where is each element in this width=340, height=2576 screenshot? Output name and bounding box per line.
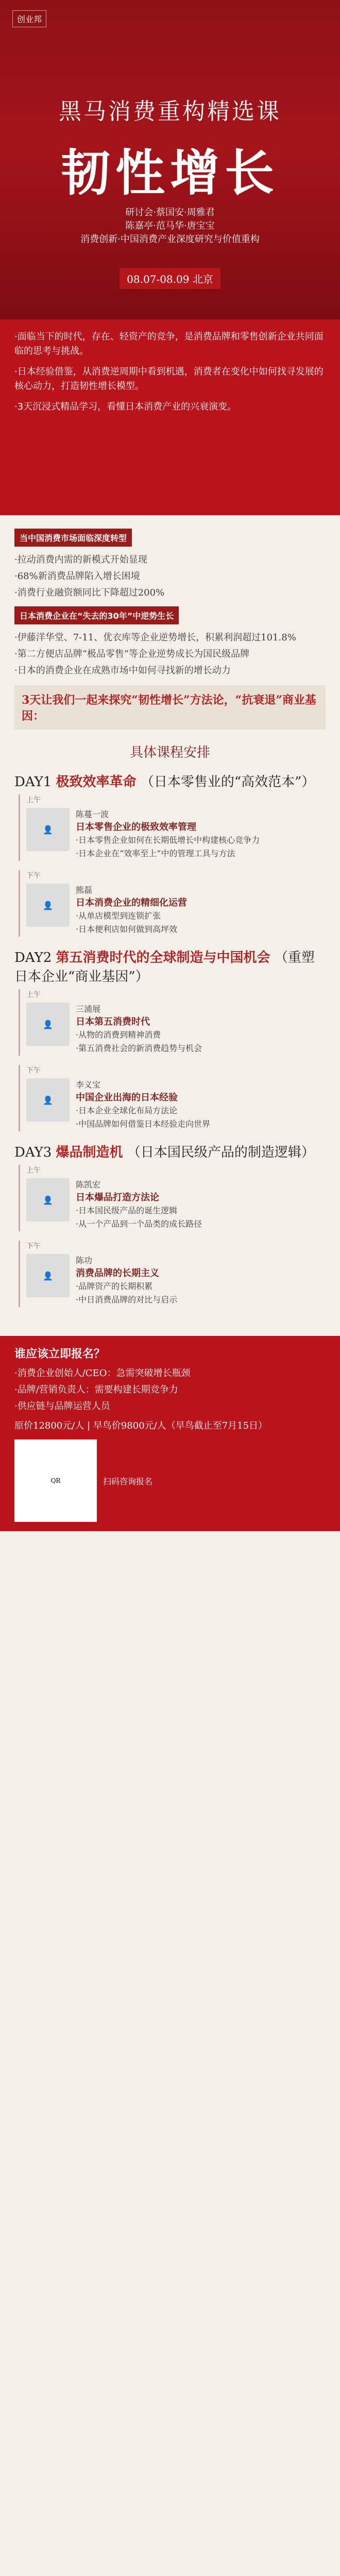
session-body [76, 1078, 326, 1131]
session-name: 中国企业出海的日本经验 [76, 1092, 178, 1103]
session-bullet: ·从一个产品到一个品类的成长路径 [76, 1219, 202, 1229]
session-body [76, 808, 326, 861]
content-section [0, 515, 340, 1326]
intro-paragraph: ·面临当下的时代，存在、轻资产的竞争，是消费品牌和零售创新企业共同面临的思考与挑战。 [14, 331, 324, 357]
hero-title-main: 韧性增长 [61, 144, 279, 202]
session-body [76, 1178, 326, 1231]
session-bullet: ·日本国民级产品的诞生逻辑 [76, 1206, 178, 1215]
who-item: ·供应链与品牌运营人员 [14, 1401, 110, 1412]
day-block [14, 947, 326, 1131]
session-bullet: ·中日消费品牌的对比与启示 [76, 1295, 178, 1304]
who-item: ·消费企业创始人/CEO：急需突破增长瓶颈 [14, 1368, 191, 1379]
session-name: 消费品牌的长期主义 [76, 1268, 159, 1279]
brand-logo: 创业邦 [12, 10, 46, 27]
hero-banner [0, 0, 340, 319]
day-subtitle: （重塑日本企业“商业基因”） [14, 950, 315, 985]
day-heading [14, 771, 326, 790]
speaker-card [26, 884, 326, 937]
section-item: ·第二方便店品牌“极品零售”等企业逆势成长为国民级品牌 [14, 649, 250, 659]
session-bullet: ·日本便利店如何做到高坪效 [76, 924, 178, 934]
session [19, 870, 326, 937]
session-name: 日本消费企业的精细化运营 [76, 897, 187, 908]
session-bullet: ·中国品牌如何借鉴日本经验走向世界 [76, 1119, 211, 1129]
section-item: ·消费行业融资额同比下降超过200% [14, 587, 165, 598]
session-name: 日本第五消费时代 [76, 1016, 150, 1027]
speaker-avatar: 👤 [26, 1078, 70, 1122]
intro-paragraph: ·3天沉浸式精品学习，看懂日本消费产业的兴衰演变。 [14, 401, 237, 412]
intro-section [0, 319, 340, 515]
speaker-card [26, 1254, 326, 1307]
speaker-avatar: 👤 [26, 884, 70, 927]
day-title: 第五消费时代的全球制造与中国机会 [56, 950, 270, 965]
day-subtitle: （日本国民级产品的制造逻辑） [127, 1145, 315, 1160]
session-name: 日本爆品打造方法论 [76, 1192, 159, 1203]
session-time: 下午 [26, 872, 41, 880]
speaker-name: 陈凯宏 [76, 1180, 101, 1190]
speaker-name: 陈功 [76, 1256, 93, 1265]
session [19, 1241, 326, 1307]
section-item: ·拉动消费内需的新模式开始显现 [14, 554, 147, 565]
hero-speaker-line: 研讨会·蔡国安·周雅君 [125, 207, 215, 218]
session-bullet: ·日本零售企业如何在长期低增长中构建核心竞争力 [76, 835, 260, 845]
speaker-name: 熊磊 [76, 885, 93, 895]
session [19, 1165, 326, 1231]
day-block [14, 771, 326, 937]
section-title: 当中国消费市场面临深度转型 [14, 529, 132, 547]
day-block [14, 1142, 326, 1307]
speaker-name: 三浦展 [76, 1004, 101, 1014]
qr-code[interactable]: QR [14, 1439, 97, 1522]
session-name: 日本零售企业的极致效率管理 [76, 822, 196, 833]
speaker-card [26, 808, 326, 861]
session-body [76, 884, 326, 937]
session-bullet: ·从物的消费到精神消费 [76, 1030, 161, 1040]
speaker-avatar: 👤 [26, 1003, 70, 1046]
day-heading [14, 947, 326, 985]
session-time: 上午 [26, 1166, 41, 1175]
price-line: 原价12800元/人 | 早鸟价9800元/人（早鸟截止至7月15日） [14, 1420, 268, 1431]
hero-speakers [0, 206, 340, 246]
session-time: 上午 [26, 991, 41, 999]
speaker-card [26, 1003, 326, 1056]
session-bullet: ·从单店模型到连锁扩张 [76, 911, 161, 921]
speaker-avatar: 👤 [26, 1178, 70, 1222]
who-title: 谁应该立即报名？ [14, 1347, 106, 1361]
session-bullet: ·第五消费社会的新消费趋势与机会 [76, 1043, 202, 1053]
who-item: ·品牌/营销负责人：需要构建长期竞争力 [14, 1384, 178, 1395]
section-item: ·68%新消费品牌陷入增长困境 [14, 571, 140, 582]
section-item: ·日本的消费企业在成熟市场中如何寻找新的增长动力 [14, 665, 231, 676]
session [19, 1065, 326, 1131]
headline: 3天让我们一起来探究“韧性增长”方法论，“抗衰退”商业基因： [14, 685, 326, 730]
speaker-card [26, 1078, 326, 1131]
session [19, 794, 326, 861]
section-item: ·伊藤洋华堂、7-11、优衣库等企业逆势增长，积累利润超过101.8% [14, 632, 296, 643]
hero-date: 08.07-08.09 北京 [120, 268, 220, 289]
session-body [76, 1254, 326, 1307]
hero-speaker-line: 消费创新·中国消费产业深度研究与价值重构 [80, 234, 260, 245]
session-bullet: ·品牌资产的长期积累 [76, 1281, 153, 1291]
footer [0, 1336, 340, 1531]
schedule-title: 具体课程安排 [129, 745, 210, 760]
session-time: 下午 [26, 1242, 41, 1250]
day-label: DAY2 [14, 950, 52, 965]
speaker-avatar: 👤 [26, 1254, 70, 1297]
day-subtitle: （日本零售业的“高效范本”） [140, 774, 315, 790]
intro-paragraph: ·日本经验借鉴，从消费逆周期中看到机遇，消费者在变化中如何找寻发展的核心动力，打造韧性增长模型。 [14, 366, 324, 392]
session-bullet: ·日本企业全球化布局方法论 [76, 1106, 178, 1115]
session-bullet: ·日本企业在“效率至上”中的管理工具与方法 [76, 849, 235, 858]
section-title: 日本消费企业在“失去的30年”中逆势生长 [14, 606, 179, 624]
hero-speaker-line: 陈嘉亭·范马华·唐宝宝 [125, 221, 215, 231]
day-label: DAY3 [14, 1145, 52, 1160]
session-body [76, 1003, 326, 1056]
speaker-name: 李义宝 [76, 1080, 101, 1090]
session-time: 上午 [26, 796, 41, 804]
day-heading [14, 1142, 326, 1161]
day-title: 极致效率革命 [56, 774, 137, 790]
speaker-name: 陈蔓一波 [76, 809, 109, 819]
day-label: DAY1 [14, 774, 52, 790]
session [19, 989, 326, 1056]
session-time: 下午 [26, 1066, 41, 1075]
qr-caption: 扫码咨询报名 [103, 1476, 153, 1486]
speaker-avatar: 👤 [26, 808, 70, 851]
hero-title-top: 黑马消费重构精选课 [59, 98, 281, 125]
day-title: 爆品制造机 [56, 1145, 123, 1160]
speaker-card [26, 1178, 326, 1231]
qr-area [14, 1439, 326, 1522]
